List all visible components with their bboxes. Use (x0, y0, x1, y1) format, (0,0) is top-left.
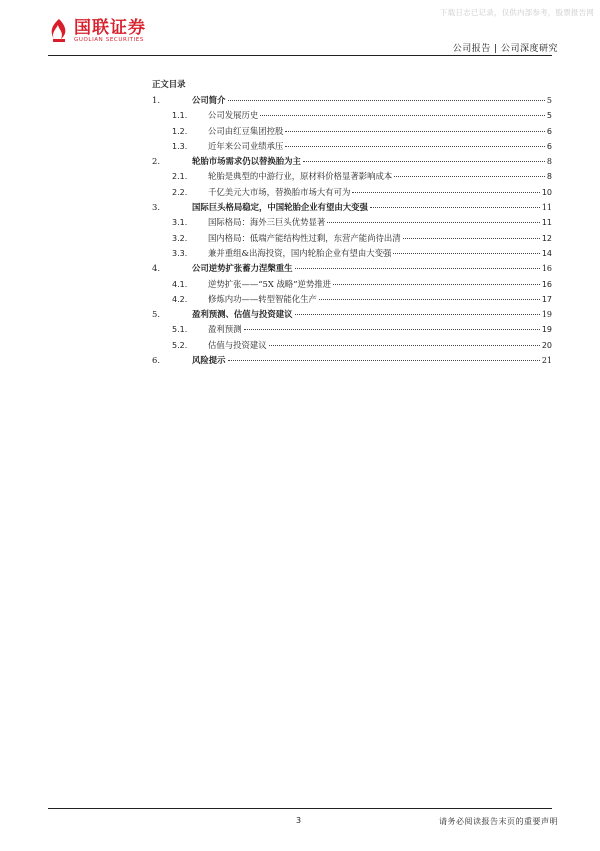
toc-entry-number: 2. (152, 156, 160, 167)
report-type: 公司报告 | 公司深度研究 (452, 44, 558, 54)
toc-entry-page: 16 (541, 264, 552, 274)
toc-entry-number: 5.1. (172, 325, 188, 335)
toc-entry-label: 估值与投资建议 (208, 339, 267, 350)
toc-entry-number: 1.1. (172, 111, 188, 121)
toc-entry-page: 11 (541, 218, 552, 228)
toc-entry[interactable] (152, 94, 552, 109)
toc-leader-dots (260, 115, 545, 116)
company-logo (48, 18, 146, 44)
toc-entry[interactable] (152, 232, 552, 247)
toc-entry-number: 2.2. (172, 187, 188, 197)
logo-flame-icon (48, 18, 70, 44)
toc-entry-page: 12 (541, 233, 552, 243)
logo-english-name: GUOLIAN SECURITIES (74, 36, 144, 43)
toc-entry-page: 20 (541, 340, 552, 350)
toc-entry-page: 21 (541, 356, 552, 366)
toc-entry-page: 8 (546, 172, 552, 182)
footer-divider (48, 808, 552, 809)
toc-entry-label: 公司简介 (192, 95, 226, 105)
toc-entry-page: 6 (546, 141, 552, 151)
toc-entry-number: 1. (152, 95, 160, 105)
toc-entry[interactable] (152, 109, 552, 124)
toc-entry-number: 5. (152, 309, 160, 320)
toc-entry[interactable] (152, 247, 552, 262)
toc-entry-label: 千亿美元大市场，替换胎市场大有可为 (208, 186, 351, 197)
toc-entry-number: 4.2. (172, 294, 188, 304)
toc-entry[interactable] (152, 354, 552, 369)
toc-entry-number: 4.1. (172, 279, 188, 289)
toc-entry[interactable] (152, 278, 552, 293)
toc-leader-dots (285, 131, 545, 132)
toc-entry[interactable] (152, 339, 552, 354)
toc-leader-dots (393, 253, 539, 254)
toc-entry[interactable] (152, 125, 552, 140)
toc-entry-number: 1.2. (172, 126, 188, 136)
toc-entry-number: 2.1. (172, 172, 188, 182)
toc-leader-dots (244, 329, 540, 330)
toc-leader-dots (352, 192, 539, 193)
toc-leader-dots (394, 176, 545, 177)
toc-entry[interactable] (152, 323, 552, 338)
toc-entry[interactable] (152, 186, 552, 201)
table-of-contents (152, 78, 552, 369)
toc-entry-page: 10 (541, 187, 552, 197)
toc-leader-dots (285, 146, 545, 147)
toc-entry[interactable] (152, 201, 552, 216)
toc-entry[interactable] (152, 170, 552, 185)
toc-leader-dots (228, 100, 545, 101)
toc-entry-label: 公司由红豆集团控股 (208, 125, 284, 136)
toc-entry-label: 盈利预测、估值与投资建议 (192, 309, 293, 320)
toc-entry-label: 公司逆势扩张蓄力涅槃重生 (192, 263, 293, 274)
toc-entry-label: 轮胎是典型的中游行业，原材料价格显著影响成本 (208, 171, 393, 182)
toc-entry-number: 4. (152, 263, 160, 274)
toc-entry-page: 17 (541, 294, 552, 304)
toc-entry-label: 公司发展历史 (208, 110, 259, 121)
toc-entry-page: 19 (541, 325, 552, 335)
toc-entry-label: 修炼内功——转型智能化生产 (208, 293, 317, 304)
toc-leader-dots (319, 299, 540, 300)
toc-entry-label: 盈利预测 (208, 324, 242, 335)
toc-leader-dots (370, 207, 540, 208)
toc-entry-number: 5.2. (172, 340, 188, 350)
watermark-text: 下载日志已记录，仅供内部参考，股票报告网 (440, 8, 594, 17)
toc-leader-dots (403, 238, 540, 239)
toc-entry-number: 3. (152, 202, 160, 213)
toc-entry-label: 兼并重组&出海投资，国内轮胎企业有望由大变强 (208, 247, 392, 258)
toc-entry-label: 近年来公司业绩承压 (208, 140, 284, 151)
toc-entry-number: 3.1. (172, 218, 188, 228)
toc-entry[interactable] (152, 308, 552, 323)
toc-entry[interactable] (152, 140, 552, 155)
toc-entry[interactable] (152, 155, 552, 170)
toc-entry-label: 国内格局：低端产能结构性过剩，东营产能尚待出清 (208, 232, 401, 243)
page-number: 3 (296, 816, 302, 825)
toc-leader-dots (228, 360, 540, 361)
toc-entry-page: 11 (541, 203, 552, 213)
toc-title: 正文目录 (152, 79, 186, 89)
toc-leader-dots (295, 268, 540, 269)
toc-entry-page: 19 (541, 310, 552, 320)
toc-entry-label: 轮胎市场需求仍以替换胎为主 (192, 156, 301, 167)
toc-leader-dots (295, 314, 540, 315)
toc-entry-number: 3.3. (172, 248, 188, 258)
toc-entry-page: 8 (546, 157, 552, 167)
toc-entry-number: 1.3. (172, 141, 188, 151)
toc-entry-page: 5 (546, 111, 552, 121)
logo-chinese-name: 国联证券 (74, 17, 146, 38)
toc-entry[interactable] (152, 293, 552, 308)
toc-entry-number: 6. (152, 355, 160, 366)
header-divider (48, 55, 552, 56)
toc-entry[interactable] (152, 262, 552, 277)
toc-entry-label: 国际巨头格局稳定，中国轮胎企业有望由大变强 (192, 202, 368, 213)
toc-entry-label: 逆势扩张——“5X 战略”逆势推进 (208, 278, 332, 289)
toc-entry[interactable] (152, 216, 552, 231)
toc-entry-page: 6 (546, 126, 552, 136)
toc-leader-dots (269, 345, 540, 346)
toc-leader-dots (333, 284, 540, 285)
toc-entry-number: 3.2. (172, 233, 188, 243)
toc-list (152, 94, 552, 369)
toc-entry-label: 国际格局：海外三巨头优势显著 (208, 217, 326, 228)
toc-entry-page: 5 (546, 96, 552, 105)
toc-entry-page: 14 (541, 248, 552, 258)
toc-leader-dots (327, 222, 540, 223)
toc-entry-label: 风险提示 (192, 355, 226, 366)
disclaimer-note: 请务必阅读报告末页的重要声明 (439, 817, 558, 826)
toc-entry-page: 16 (541, 279, 552, 289)
toc-leader-dots (303, 161, 545, 162)
